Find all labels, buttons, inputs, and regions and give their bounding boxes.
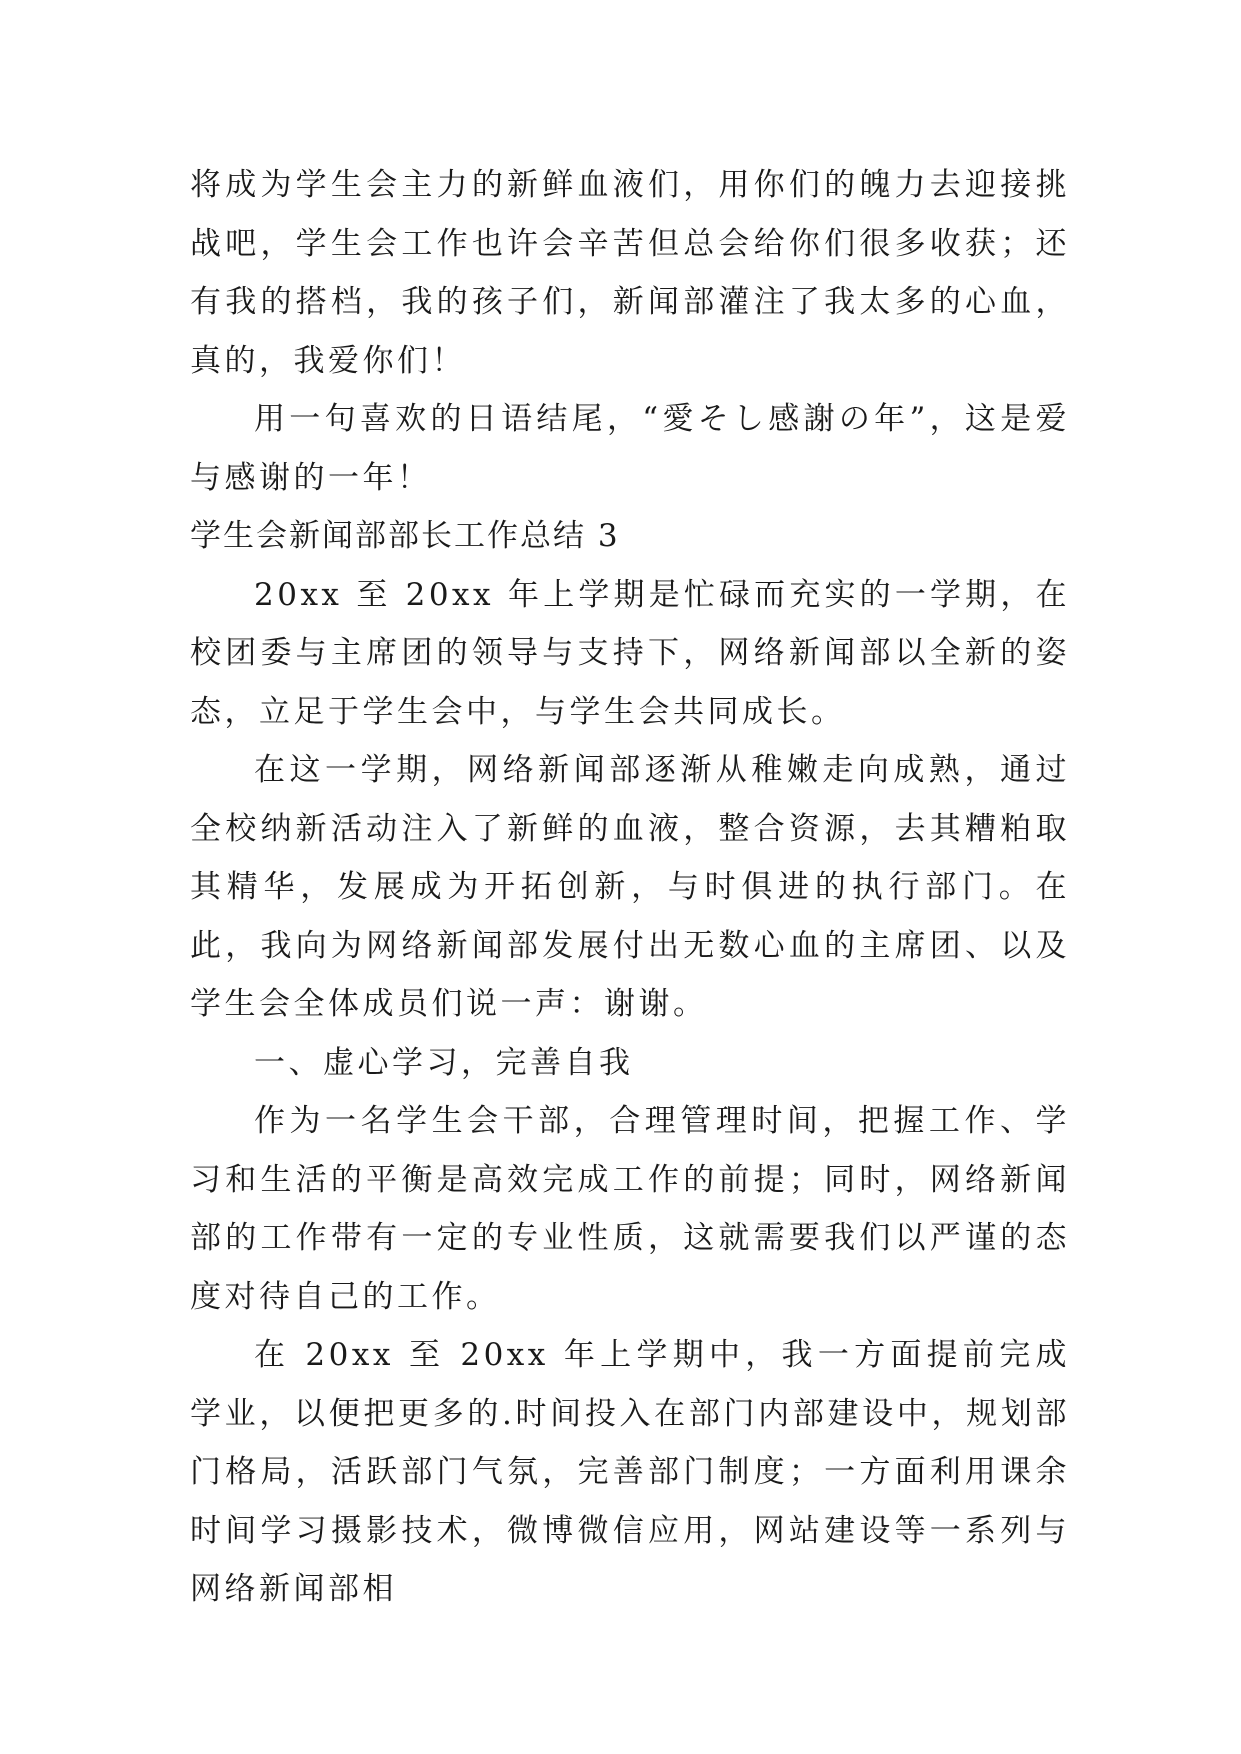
paragraph-semester-intro: 20xx 至 20xx 年上学期是忙碌而充实的一学期，在校团委与主席团的领导与支持下，网络新闻部以全新的姿态，立足于学生会中，与学生会共同成长。	[190, 576, 1070, 730]
paragraph-personal-efforts: 在 20xx 至 20xx 年上学期中，我一方面提前完成学业，以便把更多的.时间投入在部门内部建设中，规划部门格局，活跃部门气氛，完善部门制度；一方面利用课余时间学习摄影技术，微博微信应用，网站建设等一系列与网络新闻部相	[190, 1337, 1070, 1607]
paragraph-time-management: 作为一名学生会干部，合理管理时间，把握工作、学习和生活的平衡是高效完成工作的前提；同时，网络新闻部的工作带有一定的专业性质，这就需要我们以严谨的态度对待自己的工作。	[190, 1103, 1070, 1315]
paragraph-closing-thanks: 将成为学生会主力的新鲜血液们，用你们的魄力去迎接挑战吧，学生会工作也许会辛苦但总会给你们很多收获；还有我的搭档，我的孩子们，新闻部灌注了我太多的心血，真的，我爱你们！	[190, 167, 1070, 379]
paragraph-japanese-ending: 用一句喜欢的日语结尾，“愛そし感謝の年”，这是爱与感谢的一年！	[190, 401, 1070, 496]
document-body	[190, 156, 1070, 1619]
paragraph-department-growth: 在这一学期，网络新闻部逐渐从稚嫩走向成熟，通过全校纳新活动注入了新鲜的血液，整合资源，去其糟粕取其精华，发展成为开拓创新，与时俱进的执行部门。在此，我向为网络新闻部发展付出无数心血的主席团、以及学生会全体成员们说一声：谢谢。	[190, 752, 1070, 1022]
section-title: 学生会新闻部部长工作总结 3	[190, 518, 620, 554]
subheading-learning: 一、虚心学习，完善自我	[254, 1044, 634, 1081]
